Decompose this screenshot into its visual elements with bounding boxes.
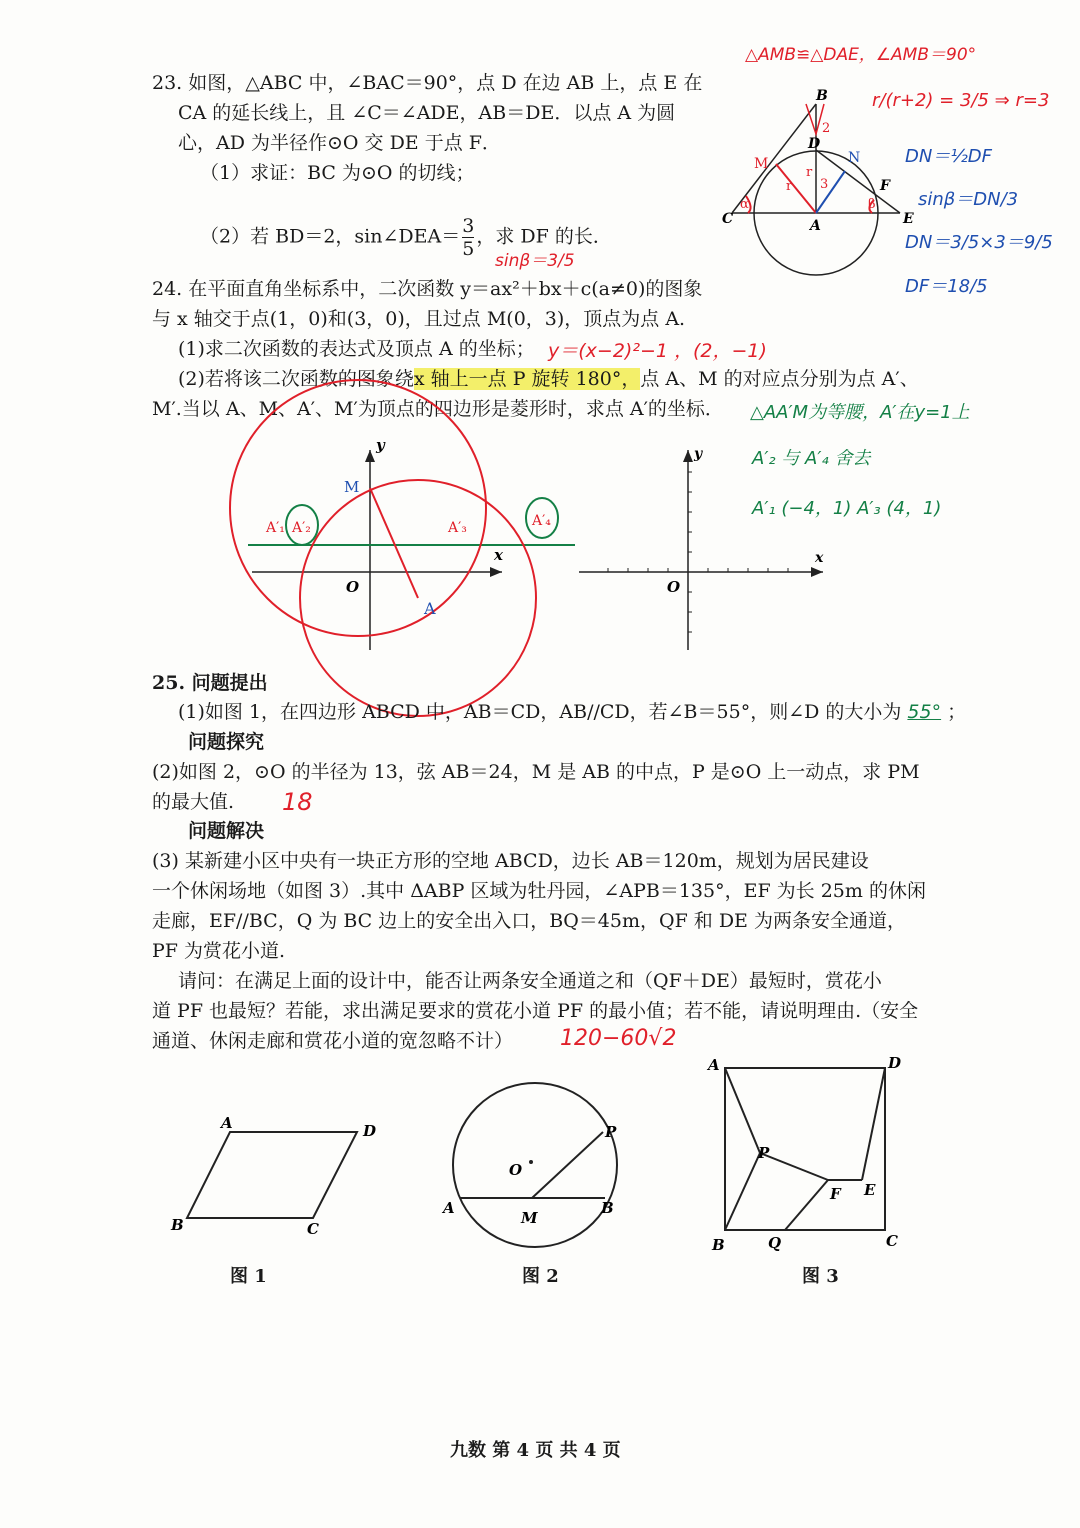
origin-label-2: O [667,578,681,596]
note-df: DF＝18/5 [905,276,988,297]
axis-x-label: x [494,546,503,564]
q23-part1: （1）求证：BC 为⊙O 的切线； [200,162,475,184]
f1-label-C: C [307,1220,319,1238]
origin-label: O [346,578,360,596]
q25-part3-b: 一个休闲场地（如图 3）.其中 ΔABP 区域为牡丹园，∠APB＝135°，EF 为长 25m 的休闲 [152,880,926,902]
f3-label-D: D [888,1054,902,1072]
q25-part1-end: ； [947,701,967,723]
q24-graph-right [575,440,835,660]
mark-2: 2 [822,121,831,136]
q25-part3-c: 走廊，EF//BC，Q 为 BC 边上的安全出入口，BQ＝45m，QF 和 DE 为两条安全通道， [152,910,906,932]
figure-1-caption: 图 1 [230,1266,267,1287]
q24-line2: 与 x 轴交于点(1，0)和(3，0)，且过点 M(0，3)，顶点为点 A. [152,308,686,330]
note-sin-beta: sinβ＝3/5 [495,251,575,271]
answer-55: 55° [907,701,942,723]
q23-line1: 23. 如图，△ABC 中，∠BAC＝90°，点 D 在边 AB 上，点 E 在 [152,72,703,94]
mark-r2: r [806,165,813,180]
q25-part3-a: (3) 某新建小区中央有一块正方形的空地 ABCD，边长 AB＝120m，规划为居民建设 [152,850,869,872]
fraction-den: 5 [462,238,475,260]
figure-1-parallelogram [165,1110,395,1240]
f3-label-P: P [758,1144,770,1162]
axis-y-label-2: y [694,446,703,462]
f3-label-A: A [708,1056,720,1074]
q24-part1: (1)求二次函数的表达式及顶点 A 的坐标； [178,338,535,360]
label-F: F [880,178,890,194]
q25-ask-c: 通道、休闲走廊和赏花小道的宽忽略不计） [152,1030,514,1052]
q25-part2-a: (2)如图 2，⊙O 的半径为 13，弦 AB＝24，M 是 AB 的中点，P 是⊙O 上一动点，求 PM [152,761,920,783]
f3-label-C: C [886,1232,898,1250]
answer-18: 18 [282,788,313,816]
f3-label-Q: Q [768,1234,782,1252]
mark-3: 3 [820,177,829,192]
q25-part1-text: (1)如图 1，在四边形 ABCD 中，AB＝CD，AB//CD，若∠B＝55°，则∠D 的大小为 [178,701,902,723]
q23-line2: CA 的延长线上，且 ∠C＝∠ADE，AB＝DE．以点 A 为圆 [178,102,676,124]
label-M: M [754,156,769,172]
note-dn: DN＝½DF [905,146,992,167]
f2-label-B: B [601,1199,614,1217]
figure-3-square [700,1050,920,1255]
f1-label-D: D [363,1122,377,1140]
label-A: A [424,599,436,618]
mark-alpha: α [740,197,749,212]
q25-ask-b: 道 PF 也最短？若能，求出满足要求的赏花小道 PF 的最小值；若不能，请说明理由.（安全 [152,1000,919,1022]
mark-beta: β [868,197,876,212]
fraction-num: 3 [462,215,475,237]
f2-label-M: M [521,1209,538,1227]
q24-part2 [178,364,919,394]
q24-part2-a: (2)若将该二次函数的图象绕 [178,368,414,390]
f1-label-B: B [171,1216,184,1234]
label-A1: A′₁ [266,520,285,536]
label-E: E [903,211,914,227]
q25-heading-1: 25. 问题提出 [152,672,268,694]
q23-part2-b: ，求 DF 的长． [476,225,612,248]
mark-r1: r [786,179,793,194]
note-dn-value: DN＝3/5×3＝9/5 [905,232,1053,253]
label-D: D [808,136,821,152]
q25-heading-3: 问题解决 [188,820,265,842]
q25-part1 [178,697,966,727]
note-answer-a: A′₁ (−4，1) A′₃ (4，1) [752,498,942,519]
q23-line3: 心，AD 为半径作⊙O 交 DE 于点 F． [178,132,501,154]
label-A2: A′₂ [292,520,311,536]
axis-x-label-2: x [815,550,824,566]
note-discard: A′₂ 与 A′₄ 舍去 [752,448,871,469]
label-N: N [848,150,861,166]
f2-label-A: A [443,1199,455,1217]
q24-highlight: x 轴上一点 P 旋转 180°， [413,368,641,390]
note-congruent: △AMB≌△DAE，∠AMB＝90° [745,45,977,65]
q24-part2-b: 点 A、M 的对应点分别为点 A′、 [640,368,919,390]
label-B: B [816,88,828,104]
q23-figure [720,90,920,280]
q25-ask-a: 请问：在满足上面的设计中，能否让两条安全通道之和（QF＋DE）最短时，赏花小 [178,970,882,992]
f3-label-B: B [712,1236,725,1254]
label-M: M [344,478,360,496]
label-A4: A′₄ [532,513,551,529]
label-A: A [810,218,821,234]
page-footer: 九数 第 4 页 共 4 页 [450,1440,621,1461]
note-ratio: r/(r+2) = 3/5 ⇒ r=3 [872,90,1050,111]
axis-y-label: y [376,436,385,454]
q25-part2-b: 的最大值. [152,791,235,813]
label-C: C [722,211,734,227]
f2-label-P: P [605,1123,617,1141]
q24-graph-left [240,400,590,700]
f2-label-O: O [509,1161,523,1179]
note-isosceles: △AA′M为等腰，A′在y=1上 [750,402,970,423]
answer-pf-min: 120−60√2 [560,1026,677,1051]
q24-line5: M′.当以 A、M、A′、M′为顶点的四边形是菱形时，求点 A′的坐标． [152,398,724,420]
q24-line1: 24. 在平面直角坐标系中，二次函数 y＝ax²＋bx＋c(a≠0)的图象 [152,278,703,300]
label-A3: A′₃ [448,520,467,536]
q23-part2-a: （2）若 BD＝2，sin∠DEA＝ [200,225,461,248]
q25-heading-2: 问题探究 [188,731,265,753]
f3-label-E: E [864,1181,876,1199]
note-expression: y＝(x−2)²−1 ，(2，−1) [548,340,767,362]
f1-label-A: A [221,1114,233,1132]
fraction [462,215,474,260]
note-sinb: sinβ＝DN/3 [918,189,1019,210]
figure-2-circle [435,1085,635,1255]
figure-3-caption: 图 3 [802,1266,839,1287]
q25-part3-d: PF 为赏花小道. [152,940,286,962]
figure-2-caption: 图 2 [522,1266,559,1287]
f3-label-F: F [830,1185,841,1203]
